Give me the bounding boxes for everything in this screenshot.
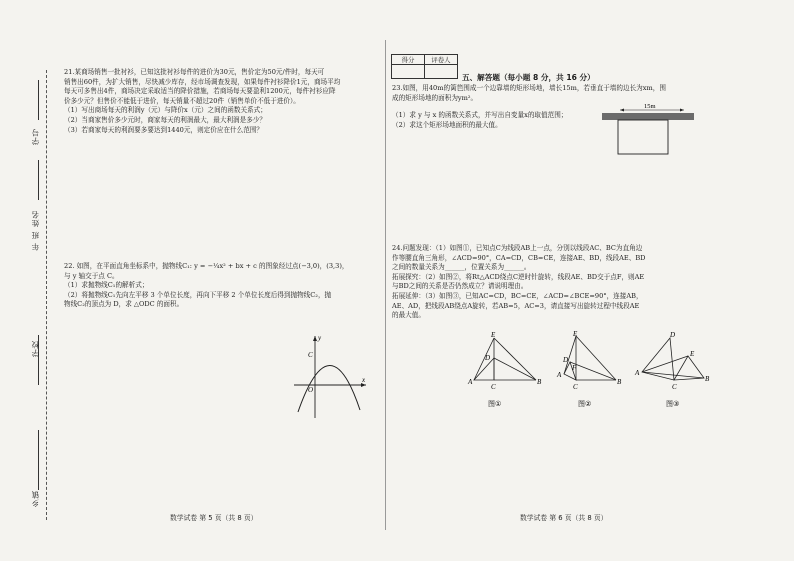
point-c: C bbox=[491, 383, 496, 391]
parabola-graph bbox=[290, 330, 370, 420]
figure-2-caption: 图② bbox=[578, 400, 592, 408]
q24-line: 与BD之间的关系是否仍然成立？请说明理由。 bbox=[392, 282, 528, 291]
figure-3 bbox=[634, 330, 714, 410]
point-c: C bbox=[672, 383, 677, 391]
q23-line: 23.如图，用40m的篱笆围成一个边靠墙的矩形场地，墙长15m，若垂直于墙的边长为xm，围 bbox=[392, 84, 666, 92]
point-d: D bbox=[563, 356, 569, 364]
figure-1 bbox=[466, 330, 546, 410]
q22-line: 22. 如图，在平面直角坐标系中，抛物线C₁: y = −¼x² + bx + c 的图象经过点(−3,0)，(3,3)， bbox=[64, 262, 349, 270]
point-b: B bbox=[705, 375, 710, 383]
x-axis-label: x bbox=[362, 376, 366, 384]
q21-line: （1）写出商场每天的利润y（元）与降价x（元）之间的函数关系式； bbox=[64, 106, 267, 115]
q23-line: 成的矩形场地的面积为ym²。 bbox=[392, 93, 478, 102]
q22-line: 与 y 轴交于点 C。 bbox=[64, 271, 119, 280]
fence-diagram bbox=[600, 104, 696, 160]
class-name-label: 年 班 姓名 bbox=[31, 210, 40, 251]
point-e: E bbox=[491, 331, 496, 339]
q23-line: （1）求 y 与 x 的函数关系式，并写出自变量x的取值范围； bbox=[392, 111, 568, 120]
q24-line: 拓展探究：（2）如图②，将Rt△ACD绕点C逆时针旋转，线段AE、BD交于点F，则AE bbox=[392, 272, 645, 281]
question-24 bbox=[392, 244, 718, 321]
q21-line: 21.某商场销售一批衬衫，已知这批衬衫每件的进价为30元，售价定为50元/件时，每天可 bbox=[64, 68, 325, 76]
question-21 bbox=[64, 68, 382, 135]
q24-line: 拓展延伸：（3）如图③，已知AC=CD，BC=CE，∠ACD=∠BCE=90°，连接AB， bbox=[392, 291, 643, 300]
wall bbox=[602, 113, 694, 120]
point-e: E bbox=[690, 350, 695, 358]
segment-eb bbox=[494, 338, 536, 380]
point-f: F bbox=[572, 364, 577, 372]
student-id-label: 学号 bbox=[31, 128, 40, 145]
page-divider bbox=[385, 40, 386, 530]
school-label: 学校 bbox=[31, 340, 40, 357]
point-a: A bbox=[635, 369, 640, 377]
page-5-footer: 数学试卷 第 5 页（共 8 页） bbox=[170, 514, 258, 522]
q23-line: （2）求这个矩形场地面积的最大值。 bbox=[392, 120, 502, 129]
figure-3-caption: 图③ bbox=[666, 400, 680, 408]
grader-cell[interactable] bbox=[425, 65, 458, 79]
q21-line: 销售出60件，为扩大销售，尽快减少库存，经市场调查发现，如果每件衬衫降价1元，商场平均 bbox=[64, 77, 341, 86]
y-axis-label: y bbox=[318, 334, 322, 342]
q24-line: 之间的数量关系为______，位置关系为______。 bbox=[392, 263, 531, 272]
rect-field bbox=[618, 120, 668, 154]
q21-line: （2）当商家售价多少元时，商家每天的利润最大，最大利润是多少？ bbox=[64, 115, 267, 124]
point-c-label: C bbox=[308, 351, 313, 359]
figure-2 bbox=[556, 330, 626, 410]
point-a: A bbox=[557, 371, 562, 379]
q21-line: 每天可多售出4件，商场决定采取适当的降价措施，若商场每天要盈利1200元，每件衬衫应降 bbox=[64, 87, 336, 96]
point-b: B bbox=[537, 378, 542, 386]
q22-line: （2）将抛物线C₁先向左平移 3 个单位长度，再向下平移 2 个单位长度后得到抛物线C₂，抛 bbox=[64, 290, 332, 299]
point-d: D bbox=[485, 354, 491, 362]
class-blank[interactable] bbox=[38, 160, 39, 200]
segment-eb bbox=[576, 336, 616, 380]
figure-1-caption: 图① bbox=[488, 400, 502, 408]
score-cell[interactable] bbox=[392, 65, 425, 79]
page-6-footer: 数学试卷 第 6 页（共 8 页） bbox=[520, 514, 608, 522]
q21-line: （3）若商家每天的利润要多要达到1440元，则定价应在什么范围？ bbox=[64, 125, 264, 134]
segment-bd bbox=[570, 362, 616, 380]
town-label: 乡镇 bbox=[31, 490, 40, 507]
q22-line: （1）求抛物线C₁的解析式； bbox=[64, 281, 149, 290]
student-id-blank[interactable] bbox=[38, 80, 39, 120]
q24-line: 的最大值。 bbox=[392, 311, 425, 320]
question-22 bbox=[64, 262, 382, 310]
y-axis-arrow bbox=[313, 336, 317, 341]
score-box bbox=[391, 54, 458, 79]
point-b: B bbox=[617, 378, 622, 386]
q22-line: 物线C₂的顶点为 D，求 △ODC 的面积。 bbox=[64, 300, 184, 309]
q24-line: 24.问题发现：（1）如图①，已知点C为线段AB上一点，分别以线段AC、BC为直角边 bbox=[392, 244, 643, 252]
q21-line: 价多少元？但售价不能低于进价，每天销量不超过20件（销售单价不低于进价）。 bbox=[64, 96, 300, 105]
q24-line: AE、AD，把线段AB绕点A旋转，若AB=5，AC=3，请直接写出旋转过程中线段AE bbox=[392, 301, 640, 310]
binding-margin bbox=[0, 0, 60, 561]
segment-bd bbox=[494, 358, 536, 380]
grader-header: 评卷人 bbox=[425, 55, 458, 65]
q24-line: 作等腰直角三角形，∠ACD=90°，CA=CD，CB=CE，连接AE、BD，线段AE、BD bbox=[392, 253, 646, 262]
binding-line bbox=[46, 70, 47, 520]
score-header: 得分 bbox=[392, 55, 425, 65]
town-blank[interactable] bbox=[38, 430, 39, 490]
point-c: C bbox=[573, 383, 578, 391]
point-e: E bbox=[573, 330, 578, 338]
dim-arrow-left bbox=[620, 109, 624, 112]
segment-ae bbox=[474, 338, 494, 380]
tri-acd bbox=[474, 358, 494, 380]
section-5-title: 五、解答题（每小题 8 分，共 16 分） bbox=[462, 73, 595, 82]
origin-label: O bbox=[308, 386, 314, 394]
dim-arrow-right bbox=[680, 109, 684, 112]
point-d: D bbox=[670, 331, 676, 339]
point-a: A bbox=[468, 378, 473, 386]
wall-length-label: 15m bbox=[644, 104, 656, 110]
